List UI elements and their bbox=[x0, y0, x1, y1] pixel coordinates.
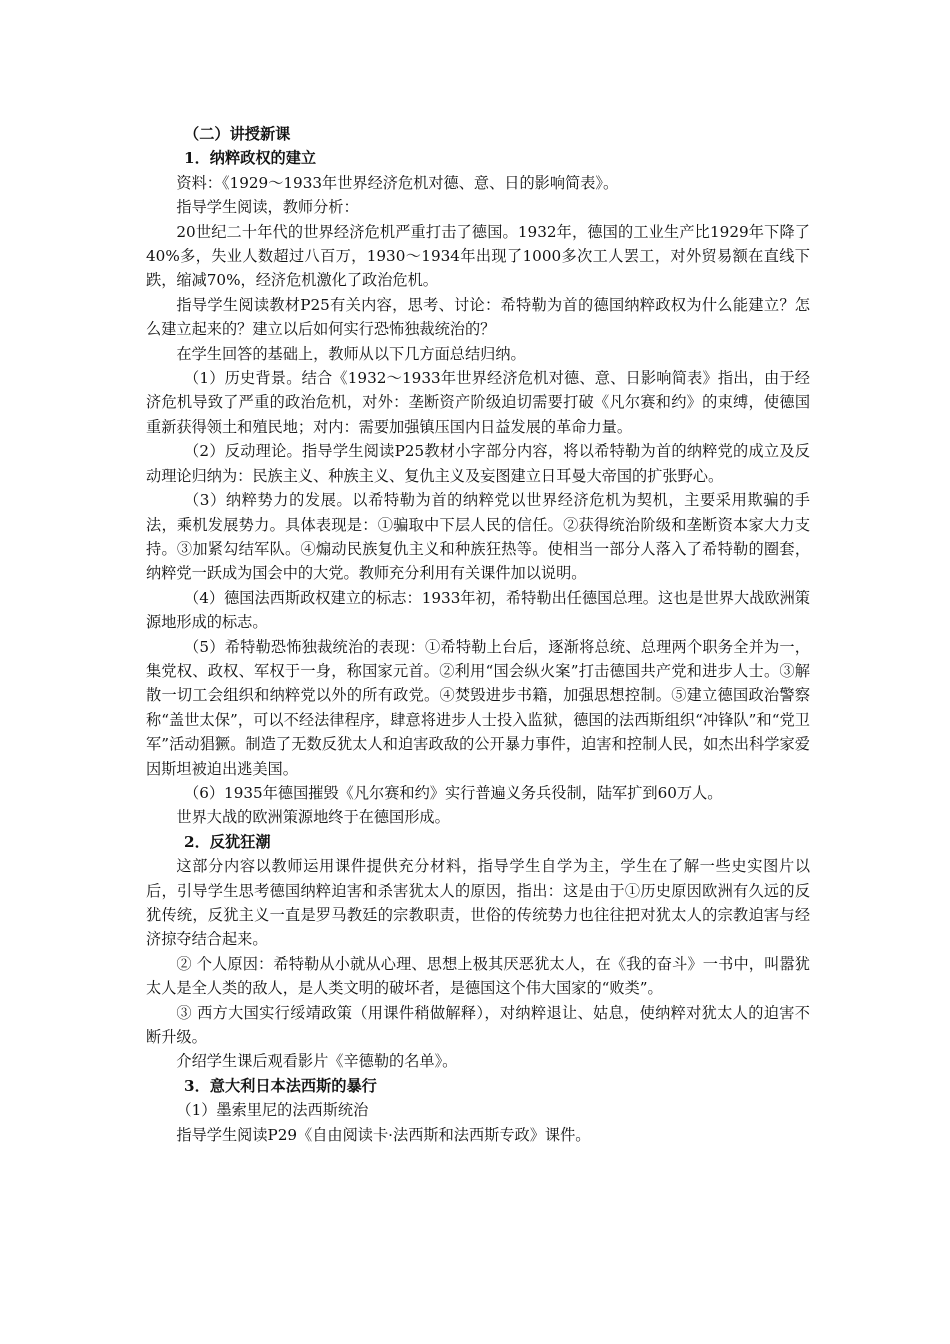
paragraph: 在学生回答的基础上，教师从以下几方面总结归纳。 bbox=[176, 344, 526, 363]
paragraph: 指导学生阅读P29《自由阅读卡·法西斯和法西斯专政》课件。 bbox=[176, 1125, 591, 1144]
paragraph: 世界大战的欧洲策源地终于在德国形成。 bbox=[176, 808, 450, 827]
paragraph: （1）墨索里尼的法西斯统治 bbox=[176, 1101, 369, 1120]
paragraph: （5）希特勒恐怖独裁统治的表现：①希特勒上台后，逐渐将总统、总理两个职务全并为一，集党权、政权、军权于一身，称国家元首。②利用“国会纵火案”打击德国共产党和进步人士。③解散一切工会组织和纳粹党以外的所有政党。④焚毁进步书籍，加强思想控制。⑤建立德国政治警察称“盖世太保”，可以不经法律程序，肆意将进步人士投入监狱，德国的法西斯组织“冲锋队”和“党卫军”活动猖獗。制造了无数反犹太人和迫害政敌的公开暴力事件，迫害和控制人民，如杰出科学家爱因斯坦被迫出逃美国。 bbox=[146, 637, 810, 778]
paragraph: （1）历史背景。结合《1932～1933年世界经济危机对德、意、日影响简表》指出，由于经济危机导致了严重的政治危机，对外：垄断资产阶级迫切需要打破《凡尔赛和约》的束缚，使德国重新获得领土和殖民地；对内：需要加强镇压国内日益发展的革命力量。 bbox=[146, 369, 810, 436]
paragraph: 资料：《1929～1933年世界经济危机对德、意、日的影响简表》。 bbox=[176, 173, 619, 192]
paragraph: （2）反动理论。指导学生阅读P25教材小字部分内容，将以希特勒为首的纳粹党的成立及反动理论归纳为：民族主义、种族主义、复仇主义及妄图建立日耳曼大帝国的扩张野心。 bbox=[146, 442, 810, 485]
section-heading: 3．意大利日本法西斯的暴行 bbox=[184, 1076, 377, 1095]
paragraph: （6）1935年德国摧毁《凡尔赛和约》实行普遍义务兵役制，陆军扩到60万人。 bbox=[184, 783, 723, 802]
section-heading: （二）讲授新课 bbox=[184, 125, 291, 143]
paragraph: 介绍学生课后观看影片《辛德勒的名单》。 bbox=[176, 1052, 458, 1071]
paragraph: 指导学生阅读，教师分析： bbox=[176, 198, 359, 217]
paragraph: 20世纪二十年代的世界经济危机严重打击了德国。1932年，德国的工业生产比1929年下降了40%多，失业人数超过八百万，1930～1934年出现了1000多次工人罢工，对外贸易额在直线下跌，缩减70%，经济危机激化了政治危机。 bbox=[146, 222, 810, 290]
document-body bbox=[146, 122, 810, 1147]
paragraph: 指导学生阅读教材P25有关内容，思考、讨论：希特勒为首的德国纳粹政权为什么能建立？怎么建立起来的？建立以后如何实行恐怖独裁统治的？ bbox=[146, 295, 810, 339]
section-heading: 2．反犹狂潮 bbox=[184, 832, 271, 851]
paragraph: ② 个人原因：希特勒从小就从心理、思想上极其厌恶犹太人，在《我的奋斗》一书中，叫嚣犹太人是全人类的敌人，是人类文明的破坏者，是德国这个伟大国家的“败类”。 bbox=[146, 954, 810, 998]
paragraph: 这部分内容以教师运用课件提供充分材料，指导学生自学为主，学生在了解一些史实图片以后，引导学生思考德国纳粹迫害和杀害犹太人的原因，指出：这是由于①历史原因欧洲有久远的反犹传统，反犹主义一直是罗马教廷的宗教职责，世俗的传统势力也往往把对犹太人的宗教迫害与经济掠夺结合起来。 bbox=[146, 857, 810, 949]
paragraph: ③ 西方大国实行绥靖政策（用课件稍做解释），对纳粹退让、姑息，使纳粹对犹太人的迫害不断升级。 bbox=[146, 1003, 810, 1047]
paragraph: （3）纳粹势力的发展。以希特勒为首的纳粹党以世界经济危机为契机，主要采用欺骗的手法，乘机发展势力。具体表现是：①骗取中下层人民的信任。②获得统治阶级和垄断资本家大力支持。③加紧勾结军队。④煽动民族复仇主义和种族狂热等。使相当一部分人落入了希特勒的圈套，纳粹党一跃成为国会中的大党。教师充分利用有关课件加以说明。 bbox=[146, 491, 810, 583]
section-heading: 1．纳粹政权的建立 bbox=[184, 149, 317, 168]
paragraph: （4）德国法西斯政权建立的标志：1933年初，希特勒出任德国总理。这也是世界大战欧洲策源地形成的标志。 bbox=[146, 588, 810, 632]
